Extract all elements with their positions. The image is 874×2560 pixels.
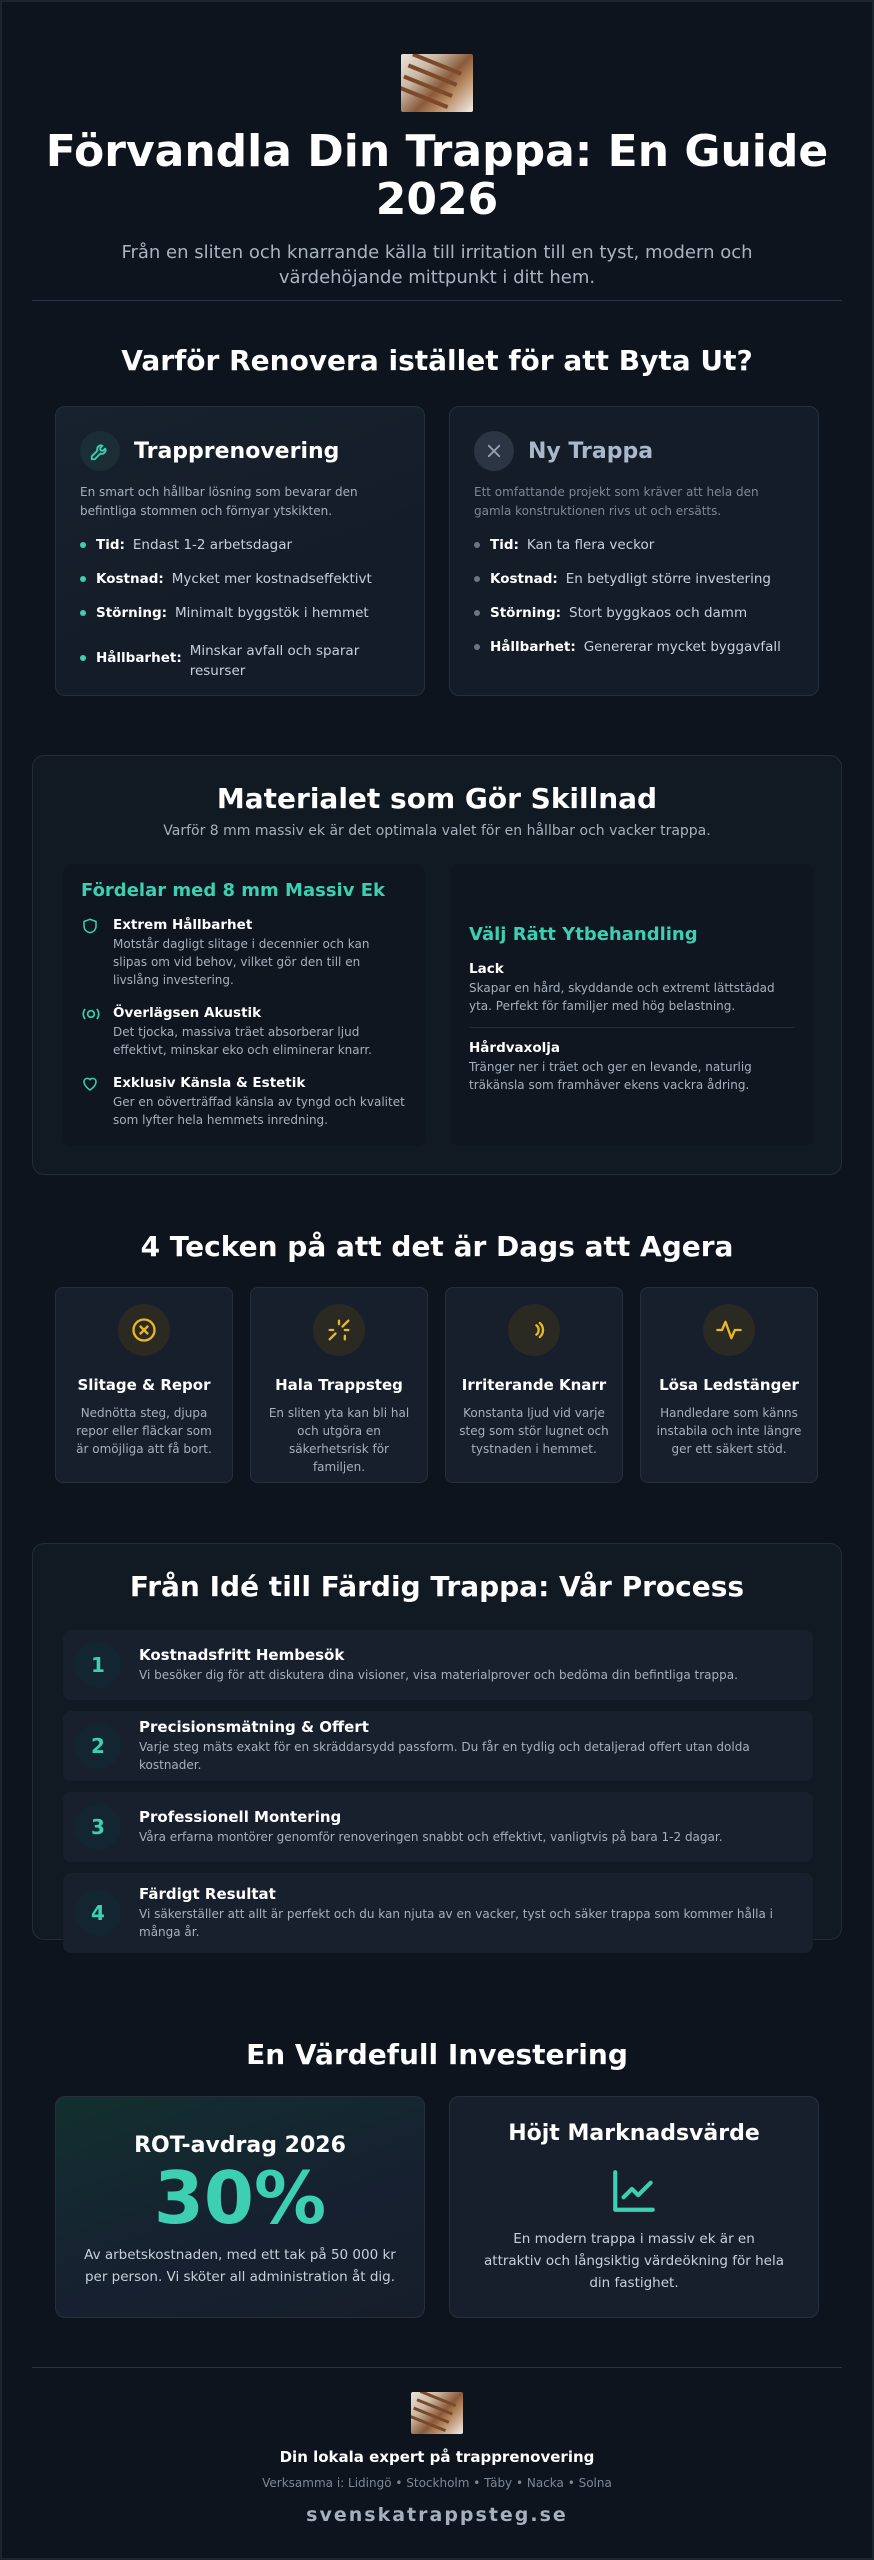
list-item: Tid: Kan ta flera veckor <box>474 535 794 555</box>
benefit-item: Överlägsen Akustik Det tjocka, massiva träet absorberar ljud effektivt, minskar eko och eliminerar knarr. <box>81 1005 407 1059</box>
list-item: Hållbarhet: Minskar avfall och sparar resurser <box>80 641 400 681</box>
shield-icon <box>81 917 101 989</box>
compare-title: Varför Renovera istället för att Byta Ut? <box>121 344 753 377</box>
rot-heading: ROT-avdrag 2026 <box>134 2133 346 2158</box>
list-item: Tid: Endast 1-2 arbetsdagar <box>80 535 400 555</box>
process-title: Från Idé till Färdig Trappa: Vår Process <box>129 1570 745 1603</box>
hero <box>0 54 874 290</box>
process-step: 3 Professionell Montering Våra erfarna montörer genomför renoveringen snabbt och effektivt, vanligtvis på bara 1-2 dagar. <box>63 1792 813 1862</box>
footer-areas: Verksamma i: Lidingö • Stockholm • Täby • Nacka • Solna <box>262 2476 612 2490</box>
market-text: En modern trappa i massiv ek är en attraktiv och långsiktig värdeökning för hela din fastighet. <box>484 2231 784 2291</box>
market-card <box>449 2096 819 2318</box>
benefits-box <box>63 864 425 1146</box>
market-heading: Höjt Marknadsvärde <box>508 2121 760 2146</box>
new-stair-card <box>449 406 819 696</box>
logo-image <box>401 54 473 112</box>
rot-card <box>55 2096 425 2318</box>
material-panel <box>32 755 842 1175</box>
renovation-list <box>80 535 400 695</box>
new-stair-list <box>474 535 794 671</box>
pulse-icon <box>703 1304 755 1356</box>
chart-icon <box>609 2166 659 2216</box>
rot-text: Av arbetskostnaden, med ett tak på 50 000 kr per person. Vi sköter all administration åt dig. <box>84 2247 396 2285</box>
renovation-heading: Trapprenovering <box>134 438 340 464</box>
finish-box <box>451 864 813 1146</box>
list-item: Kostnad: En betydligt större investering <box>474 569 794 589</box>
material-title: Materialet som Gör Skillnad <box>216 782 658 815</box>
benefit-item: Exklusiv Känsla & Estetik Ger en oöverträffad känsla av tyngd och kvalitet som lyfter hela hemmets inredning. <box>81 1075 407 1129</box>
slip-icon <box>313 1304 365 1356</box>
footer-logo <box>411 2392 463 2434</box>
sign-card: Lösa Ledstänger Handledare som känns instabila och inte längre ger ett säkert stöd. <box>640 1287 818 1483</box>
benefit-item: Extrem Hållbarhet Motstår dagligt slitage i decennier och kan slipas om vid behov, vilket gör den till en livslång investering. <box>81 917 407 989</box>
new-stair-heading: Ny Trappa <box>528 438 654 464</box>
sign-card: Hala Trappsteg En sliten yta kan bli hal och utgöra en säkerhetsrisk för familjen. <box>250 1287 428 1483</box>
footer-tagline: Din lokala expert på trapprenovering <box>279 2448 595 2466</box>
finish-item: Lack Skapar en hård, skyddande och extremt lättstädad yta. Perfekt för familjer med hög belastning. <box>469 961 775 1013</box>
heart-icon <box>81 1075 101 1129</box>
rot-value: 30% <box>153 2156 327 2240</box>
close-icon <box>474 431 514 471</box>
process-panel <box>32 1543 842 1940</box>
investment-title: En Värdefull Investering <box>246 2038 628 2071</box>
new-stair-description: Ett omfattande projekt som kräver att hela den gamla konstruktionen rivs ut och ersätts. <box>474 485 759 518</box>
benefits-heading: Fördelar med 8 mm Massiv Ek <box>81 880 385 901</box>
sign-card: Slitage & Repor Nednötta steg, djupa repor eller fläckar som är omöjliga att få bort. <box>55 1287 233 1483</box>
signs-title: 4 Tecken på att det är Dags att Agera <box>140 1230 734 1263</box>
scratch-icon <box>118 1304 170 1356</box>
process-step: 4 Färdigt Resultat Vi säkerställer att allt är perfekt och du kan njuta av en vacker, tyst och säker trappa som kommer hålla i många år. <box>63 1873 813 1953</box>
footer <box>0 2392 874 2526</box>
process-step: 1 Kostnadsfritt Hembesök Vi besöker dig för att diskutera dina visioner, visa materialprover och bedöma din befintliga trappa. <box>63 1630 813 1700</box>
page-title: Förvandla Din Trappa: En Guide 2026 <box>45 126 829 225</box>
process-step: 2 Precisionsmätning & Offert Varje steg mäts exakt för en skräddarsydd passform. Du får en tydlig och detaljerad offert utan dolda kostnader. <box>63 1711 813 1781</box>
renovation-description: En smart och hållbar lösning som bevarar den befintliga stommen och förnyar ytskikten. <box>80 485 358 518</box>
divider <box>469 1027 795 1028</box>
divider <box>32 2367 842 2368</box>
renovation-card <box>55 406 425 696</box>
website-link[interactable]: svenskatrappsteg.se <box>306 2504 568 2526</box>
wrench-icon <box>80 431 120 471</box>
divider <box>32 300 842 301</box>
finish-heading: Välj Rätt Ytbehandling <box>469 924 698 945</box>
list-item: Kostnad: Mycket mer kostnadseffektivt <box>80 569 400 589</box>
page-subtitle: Från en sliten och knarrande källa till irritation till en tyst, modern och värdehöjande mittpunkt i ditt hem. <box>121 242 753 288</box>
list-item: Störning: Stort byggkaos och damm <box>474 603 794 623</box>
finish-item: Hårdvaxolja Tränger ner i träet och ger en levande, naturlig träkänsla som framhäver ekens vackra ådring. <box>469 1040 752 1092</box>
list-item: Hållbarhet: Genererar mycket byggavfall <box>474 637 794 657</box>
sound-icon <box>81 1005 101 1059</box>
list-item: Störning: Minimalt byggstök i hemmet <box>80 603 400 623</box>
sound-wave-icon <box>508 1304 560 1356</box>
sign-card: Irriterande Knarr Konstanta ljud vid varje steg som stör lugnet och tystnaden i hemmet. <box>445 1287 623 1483</box>
material-subtitle: Varför 8 mm massiv ek är det optimala valet för en hållbar och vacker trappa. <box>163 823 711 839</box>
